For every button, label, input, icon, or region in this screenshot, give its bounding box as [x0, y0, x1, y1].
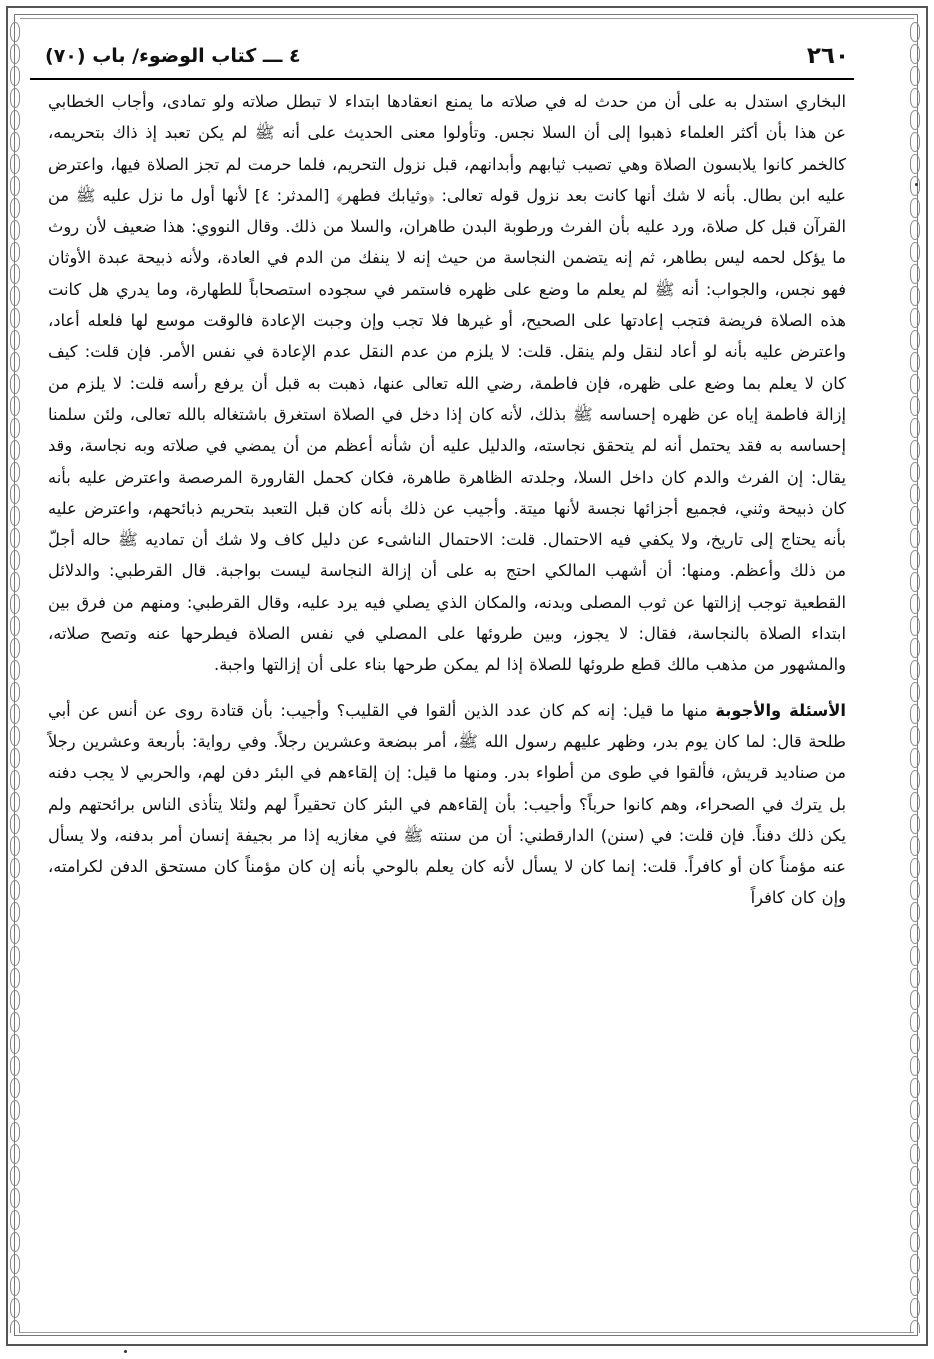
- border-ornament: [910, 704, 920, 724]
- border-ornament: [910, 550, 920, 570]
- border-ornament: [910, 286, 920, 306]
- border-ornament: [910, 110, 920, 130]
- border-ornament: [910, 660, 920, 680]
- ornamental-border-left: [10, 20, 20, 1333]
- border-ornament: [10, 506, 20, 526]
- border-ornament: [10, 550, 20, 570]
- border-ornament: [910, 198, 920, 218]
- border-ornament: [10, 1298, 20, 1318]
- border-ornament: [10, 1144, 20, 1164]
- border-ornament: [910, 1188, 920, 1208]
- border-ornament: [910, 154, 920, 174]
- border-ornament: [10, 374, 20, 394]
- border-ornament: [910, 1232, 920, 1252]
- scan-speck: [124, 1350, 127, 1353]
- border-ornament: [10, 726, 20, 746]
- section-lead: الأسئلة والأجوبة: [715, 700, 846, 720]
- ornamental-border-bottom: [20, 1332, 914, 1343]
- border-ornament: [910, 616, 920, 636]
- border-ornament: [910, 528, 920, 548]
- border-ornament: [910, 946, 920, 966]
- border-ornament: [10, 704, 20, 724]
- text-body: [48, 86, 846, 914]
- border-ornament: [10, 792, 20, 812]
- border-ornament: [10, 616, 20, 636]
- border-ornament: [910, 792, 920, 812]
- border-ornament: [10, 440, 20, 460]
- border-ornament: [910, 1034, 920, 1054]
- border-ornament: [910, 770, 920, 790]
- border-ornament: [10, 484, 20, 504]
- border-ornament: [10, 1254, 20, 1274]
- border-ornament: [10, 528, 20, 548]
- border-ornament: [10, 418, 20, 438]
- border-ornament: [10, 990, 20, 1010]
- border-ornament: [10, 682, 20, 702]
- border-ornament: [910, 858, 920, 878]
- border-ornament: [10, 330, 20, 350]
- border-ornament: [910, 352, 920, 372]
- border-ornament: [10, 198, 20, 218]
- border-ornament: [10, 264, 20, 284]
- border-ornament: [910, 1166, 920, 1186]
- border-ornament: [10, 110, 20, 130]
- border-ornament: [10, 242, 20, 262]
- border-ornament: [910, 748, 920, 768]
- border-ornament: [10, 968, 20, 988]
- border-ornament: [10, 1078, 20, 1098]
- border-ornament: [10, 1056, 20, 1076]
- border-ornament: [10, 1122, 20, 1142]
- border-ornament: [10, 1012, 20, 1032]
- border-ornament: [910, 176, 920, 196]
- border-ornament: [910, 1320, 920, 1333]
- border-ornament: [910, 22, 920, 42]
- border-ornament: [10, 770, 20, 790]
- border-ornament: [10, 22, 20, 42]
- border-ornament: [910, 440, 920, 460]
- border-ornament: [910, 1012, 920, 1032]
- border-ornament: [10, 1232, 20, 1252]
- border-ornament: [910, 506, 920, 526]
- border-ornament: [10, 1034, 20, 1054]
- border-ornament: [910, 968, 920, 988]
- border-ornament: [10, 44, 20, 64]
- border-ornament: [10, 66, 20, 86]
- border-ornament: [910, 220, 920, 240]
- border-ornament: [910, 308, 920, 328]
- border-ornament: [10, 352, 20, 372]
- border-ornament: [910, 1144, 920, 1164]
- border-ornament: [10, 462, 20, 482]
- border-ornament: [10, 286, 20, 306]
- border-ornament: [10, 1166, 20, 1186]
- chapter-title: ٤ ـــ كتاب الوضوء/ باب (٧٠): [45, 45, 301, 67]
- border-ornament: [910, 396, 920, 416]
- border-ornament: [910, 836, 920, 856]
- border-ornament: [910, 242, 920, 262]
- border-ornament: [10, 132, 20, 152]
- border-ornament: [10, 660, 20, 680]
- border-ornament: [10, 572, 20, 592]
- border-ornament: [10, 836, 20, 856]
- border-ornament: [910, 902, 920, 922]
- border-ornament: [910, 1210, 920, 1230]
- border-ornament: [910, 1056, 920, 1076]
- border-ornament: [910, 682, 920, 702]
- border-ornament: [910, 638, 920, 658]
- border-ornament: [910, 572, 920, 592]
- border-ornament: [10, 924, 20, 944]
- border-ornament: [10, 1320, 20, 1333]
- border-ornament: [910, 726, 920, 746]
- border-ornament: [10, 1210, 20, 1230]
- border-ornament: [10, 880, 20, 900]
- border-ornament: [10, 946, 20, 966]
- border-ornament: [10, 220, 20, 240]
- border-ornament: [910, 1254, 920, 1274]
- border-ornament: [910, 330, 920, 350]
- paragraph-text: منها ما قيل: إنه كم كان عدد الذين ألقوا في القليب؟ وأجيب: بأن قتادة روى عن أنس عن أبي طلحة قال: لما كان يوم بدر، وظهر عليهم رسول الله ﷺ، أمر ببضعة وعشرين رجلاً. وفي رواية: بأربعة وعشرين رجلاً من صناديد قريش، فألقوا في طوى من أطواء بدر. ومنها ما قيل: إن إلقاءهم في البئر دفن لهم، والحربي لا يجب دفنه بل يترك في الصحراء، وهم كانوا حرباً؟ وأجيب: بأن إلقاءهم في البئر كان تحقيراً لهم ولئلا يتأذى الناس برائحتهم ولم يكن ذلك دفناً. فإن قلت: في (سنن) الدارقطني: أن من سنته ﷺ في مغازيه إذا مر بجيفة إنسان أمر بدفنه، ولا يسأل عنه مؤمناً كان أو كافراً. قلت: إنما كان لا يسأل لأنه كان يعلم بالوحي بأنه إن كان مؤمناً كان مستحق الدفن لكرامته، وإن كان كافراً: [48, 700, 846, 908]
- border-ornament: [10, 1276, 20, 1296]
- running-header: [45, 40, 849, 72]
- border-ornament: [910, 44, 920, 64]
- border-ornament: [910, 1276, 920, 1296]
- border-ornament: [910, 66, 920, 86]
- paragraph: [48, 695, 846, 914]
- border-ornament: [910, 462, 920, 482]
- border-ornament: [910, 814, 920, 834]
- border-ornament: [10, 396, 20, 416]
- border-ornament: [10, 858, 20, 878]
- border-ornament: [10, 638, 20, 658]
- ornamental-border-right: [910, 20, 920, 1333]
- border-ornament: [910, 1078, 920, 1098]
- border-ornament: [910, 88, 920, 108]
- paragraph: البخاري استدل به على أن من حدث له في صلاته ما يمنع انعقادها ابتداء لا تبطل صلاته ولو تمادى، وأجاب الخطابي عن هذا بأن أكثر العلماء ذهبوا إلى أن السلا نجس. وتأولوا معنى الحديث على أنه ﷺ لم يكن تعبد إذ ذاك بتحريمه، كالخمر كانوا يلابسون الصلاة وهي تصيب ثيابهم وأبدانهم، قبل نزول التحريم، فلما حرمت لم تجز الصلاة فيها، واعترض عليه ابن بطال. بأنه لا شك أنها كانت بعد نزول قوله تعالى: ﴿وثيابك فطهر﴾ [المدثر: ٤] لأنها أول ما نزل عليه ﷺ من القرآن قبل كل صلاة، ورد عليه بأن الفرث ورطوبة البدن طاهران، والسلا من ذلك. وقال النووي: هذا ضعيف لأن روث ما يؤكل لحمه ليس بطاهر، ثم إنه يتضمن النجاسة من حيث إنه لا ينفك من الدم في العادة، ولأنه ذبيحة عبدة الأوثان فهو نجس، والجواب: أنه ﷺ لم يعلم ما وضع على ظهره فاستمر في سجوده استصحاباً للطهارة، وما يدري هل كانت هذه الصلاة فريضة فتجب إعادتها على الصحيح، أو غيرها فلا تجب وإن وجبت الإعادة فالوقت موسع لها فلعله أعاد، واعترض عليه بأنه لو أعاد لنقل ولم ينقل. قلت: لا يلزم من عدم النقل عدم الإعادة في نفس الأمر. فإن قلت: كيف كان لا يعلم بما وضع على ظهره، فإن فاطمة، رضي الله تعالى عنها، ذهبت به قبل أن يرفع رأسه قلت: لا يلزم من إزالة فاطمة إياه عن ظهره إحساسه ﷺ بذلك، لأنه كان إذا دخل في الصلاة استغرق باشتغاله بالله تعالى، ولئن سلمنا إحساسه به فقد يحتمل أنه لم يتحقق نجاسته، والدليل عليه أن شأنه أعظم من أن يمضي في صلاته وبه نجاسة، وقد يقال: إن الفرث والدم كان داخل السلا، وجلدته الظاهرة طاهرة، فكان كحمل القارورة المرصصة واعترض عليه بأنه كان ذبيحة وثني، فجميع أجزائها نجسة لأنها ميتة. وأجيب عن ذلك بأنه كان قبل التعبد بتحريم ذبائحهم، واعترض عليه بأنه يحتاج إلى تاريخ، ولا يكفي فيه الاحتمال. قلت: الاحتمال الناشىء عن دليل كاف ولا شك أن تماديه ﷺ حاله أجلّ من ذلك وأعظم. ومنها: أن أشهب المالكي احتج به على أن إزالة النجاسة ليست بواجبة. قال القرطبي: والدلائل القطعية توجب إزالتها عن ثوب المصلى وبدنه، والمكان الذي يصلي فيه يرد عليه، وقال القرطبي: ومنهم من فرق بين ابتداء الصلاة بالنجاسة، فقال: لا يجوز، وبين طروئها على المصلي في نفس الصلاة فيطرحها عنه وتصح صلاته، والمشهور من مذهب مالك قطع طروئها للصلاة إذا لم يمكن طرحها بناء على أن إزالتها واجبة.: [48, 92, 846, 675]
- border-ornament: [10, 154, 20, 174]
- border-ornament: [10, 176, 20, 196]
- ornamental-border-top: [20, 8, 914, 19]
- border-ornament: [10, 814, 20, 834]
- border-ornament: [910, 924, 920, 944]
- border-ornament: [910, 1122, 920, 1142]
- border-ornament: [910, 418, 920, 438]
- border-ornament: [10, 308, 20, 328]
- border-ornament: [910, 1298, 920, 1318]
- border-ornament: [10, 748, 20, 768]
- border-ornament: [10, 88, 20, 108]
- border-ornament: [910, 484, 920, 504]
- border-ornament: [10, 1100, 20, 1120]
- scan-speck: [915, 183, 918, 186]
- border-ornament: [910, 374, 920, 394]
- border-ornament: [910, 132, 920, 152]
- border-ornament: [10, 1188, 20, 1208]
- page-number: ٢٦٠: [806, 43, 849, 69]
- border-ornament: [910, 990, 920, 1010]
- border-ornament: [10, 902, 20, 922]
- border-ornament: [910, 264, 920, 284]
- border-ornament: [910, 880, 920, 900]
- border-ornament: [910, 594, 920, 614]
- border-ornament: [910, 1100, 920, 1120]
- border-ornament: [10, 594, 20, 614]
- header-rule: [30, 78, 854, 80]
